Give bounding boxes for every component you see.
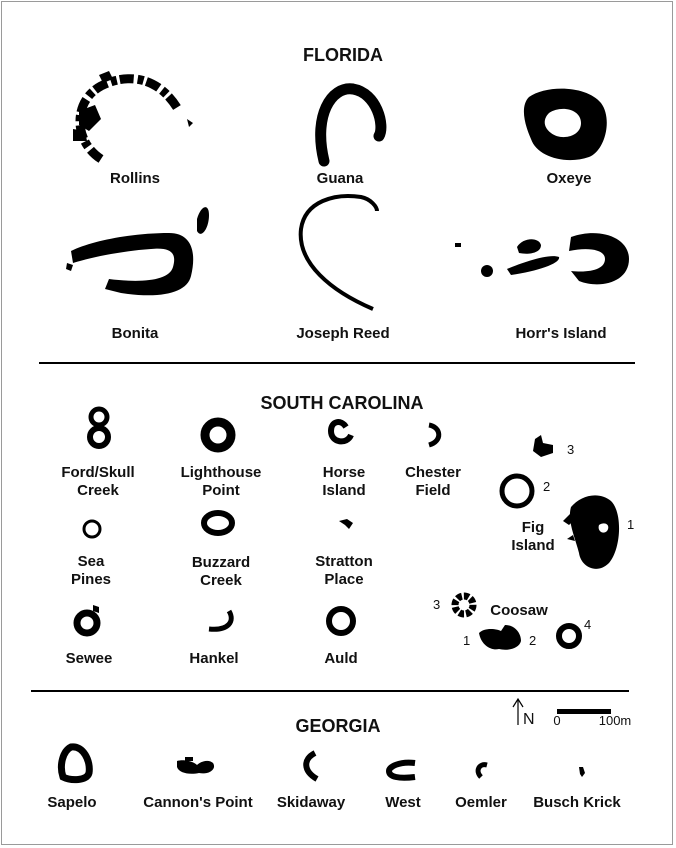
- site-shape-sea-pines: [84, 521, 100, 537]
- site-shape-cannons-point: [177, 757, 214, 774]
- site-shape-west: [389, 763, 415, 778]
- site-shape-bonita: [66, 207, 209, 295]
- site-label-sapelo: Sapelo: [47, 794, 97, 811]
- fig-island-number-3: 3: [567, 442, 575, 457]
- scale-bar-start: 0: [553, 713, 561, 728]
- site-shape-joseph-reed: [301, 196, 377, 309]
- site-label-bonita: Bonita: [111, 325, 159, 342]
- coosaw-number-4: 4: [584, 617, 592, 632]
- scale-bar-end: 100m: [598, 713, 632, 728]
- site-shape-skidaway: [306, 753, 317, 779]
- site-label-buzzard-creek-2: Creek: [200, 572, 242, 589]
- site-label-sea-pines-1: Sea: [77, 553, 105, 570]
- site-shape-busch-krick: [579, 767, 585, 777]
- shell-ring-diagram: [2, 2, 673, 845]
- site-label-joseph-reed: Joseph Reed: [296, 325, 390, 342]
- site-shape-oxeye: [524, 89, 607, 160]
- site-label-skidaway: Skidaway: [276, 794, 346, 811]
- site-shape-rollins: [73, 71, 193, 159]
- site-shape-guana: [321, 89, 381, 161]
- site-label-stratton-place-2: Place: [324, 571, 364, 588]
- site-shape-chester-field: [429, 425, 439, 445]
- site-label-ford-skull-creek-1: Ford/Skull: [61, 464, 135, 481]
- region-title-florida: FLORIDA: [303, 45, 383, 65]
- site-label-fig-island-1: Fig: [521, 519, 545, 536]
- coosaw-number-2: 2: [529, 633, 537, 648]
- site-shape-ford-skull-creek: [90, 409, 108, 446]
- site-shape-auld: [329, 609, 353, 633]
- site-label-hankel: Hankel: [189, 650, 239, 667]
- region-title-south-carolina: SOUTH CAROLINA: [260, 393, 424, 413]
- site-label-sea-pines-2: Pines: [70, 571, 112, 588]
- site-label-oxeye: Oxeye: [546, 170, 592, 187]
- site-shape-hankel: [209, 611, 231, 629]
- site-shape-buzzard-creek: [204, 513, 232, 533]
- site-shape-oemler: [478, 765, 487, 777]
- site-label-ford-skull-creek-2: Creek: [77, 482, 119, 499]
- site-label-chester-field-1: Chester: [405, 464, 461, 481]
- site-label-cannons-point: Cannon's Point: [143, 794, 253, 811]
- fig-island-number-1: 1: [627, 517, 635, 532]
- figure-frame: [1, 1, 673, 845]
- site-label-buzzard-creek-1: Buzzard: [191, 554, 251, 571]
- north-arrow-label: N: [523, 711, 535, 728]
- site-label-oemler: Oemler: [455, 794, 507, 811]
- site-label-stratton-place-1: Stratton: [315, 553, 373, 570]
- site-shape-lighthouse-point: [205, 422, 231, 448]
- site-label-horse-island-1: Horse: [322, 464, 366, 481]
- site-label-rollins: Rollins: [109, 170, 161, 187]
- site-label-horrs-island: Horr's Island: [515, 325, 607, 342]
- site-label-auld: Auld: [324, 650, 358, 667]
- region-title-georgia: GEORGIA: [295, 716, 381, 736]
- site-label-lighthouse-point-1: Lighthouse: [180, 464, 262, 481]
- site-label-guana: Guana: [316, 170, 364, 187]
- site-label-west: West: [385, 794, 421, 811]
- coosaw-number-3: 3: [433, 597, 441, 612]
- site-shape-horrs-island: [455, 233, 629, 284]
- site-label-chester-field-2: Field: [415, 482, 451, 499]
- coosaw-number-1: 1: [463, 633, 471, 648]
- site-label-coosaw: Coosaw: [490, 602, 548, 619]
- fig-island-number-2: 2: [543, 479, 551, 494]
- site-shape-sewee: [77, 605, 99, 633]
- site-shape-sapelo: [61, 747, 89, 780]
- site-shape-horse-island: [331, 422, 351, 441]
- site-label-horse-island-2: Island: [322, 482, 366, 499]
- north-arrow-icon: [513, 699, 523, 725]
- site-label-sewee: Sewee: [65, 650, 113, 667]
- site-label-busch-krick: Busch Krick: [533, 794, 621, 811]
- site-label-lighthouse-point-2: Point: [202, 482, 240, 499]
- site-shape-stratton-place: [339, 519, 353, 529]
- site-label-fig-island-2: Island: [511, 537, 555, 554]
